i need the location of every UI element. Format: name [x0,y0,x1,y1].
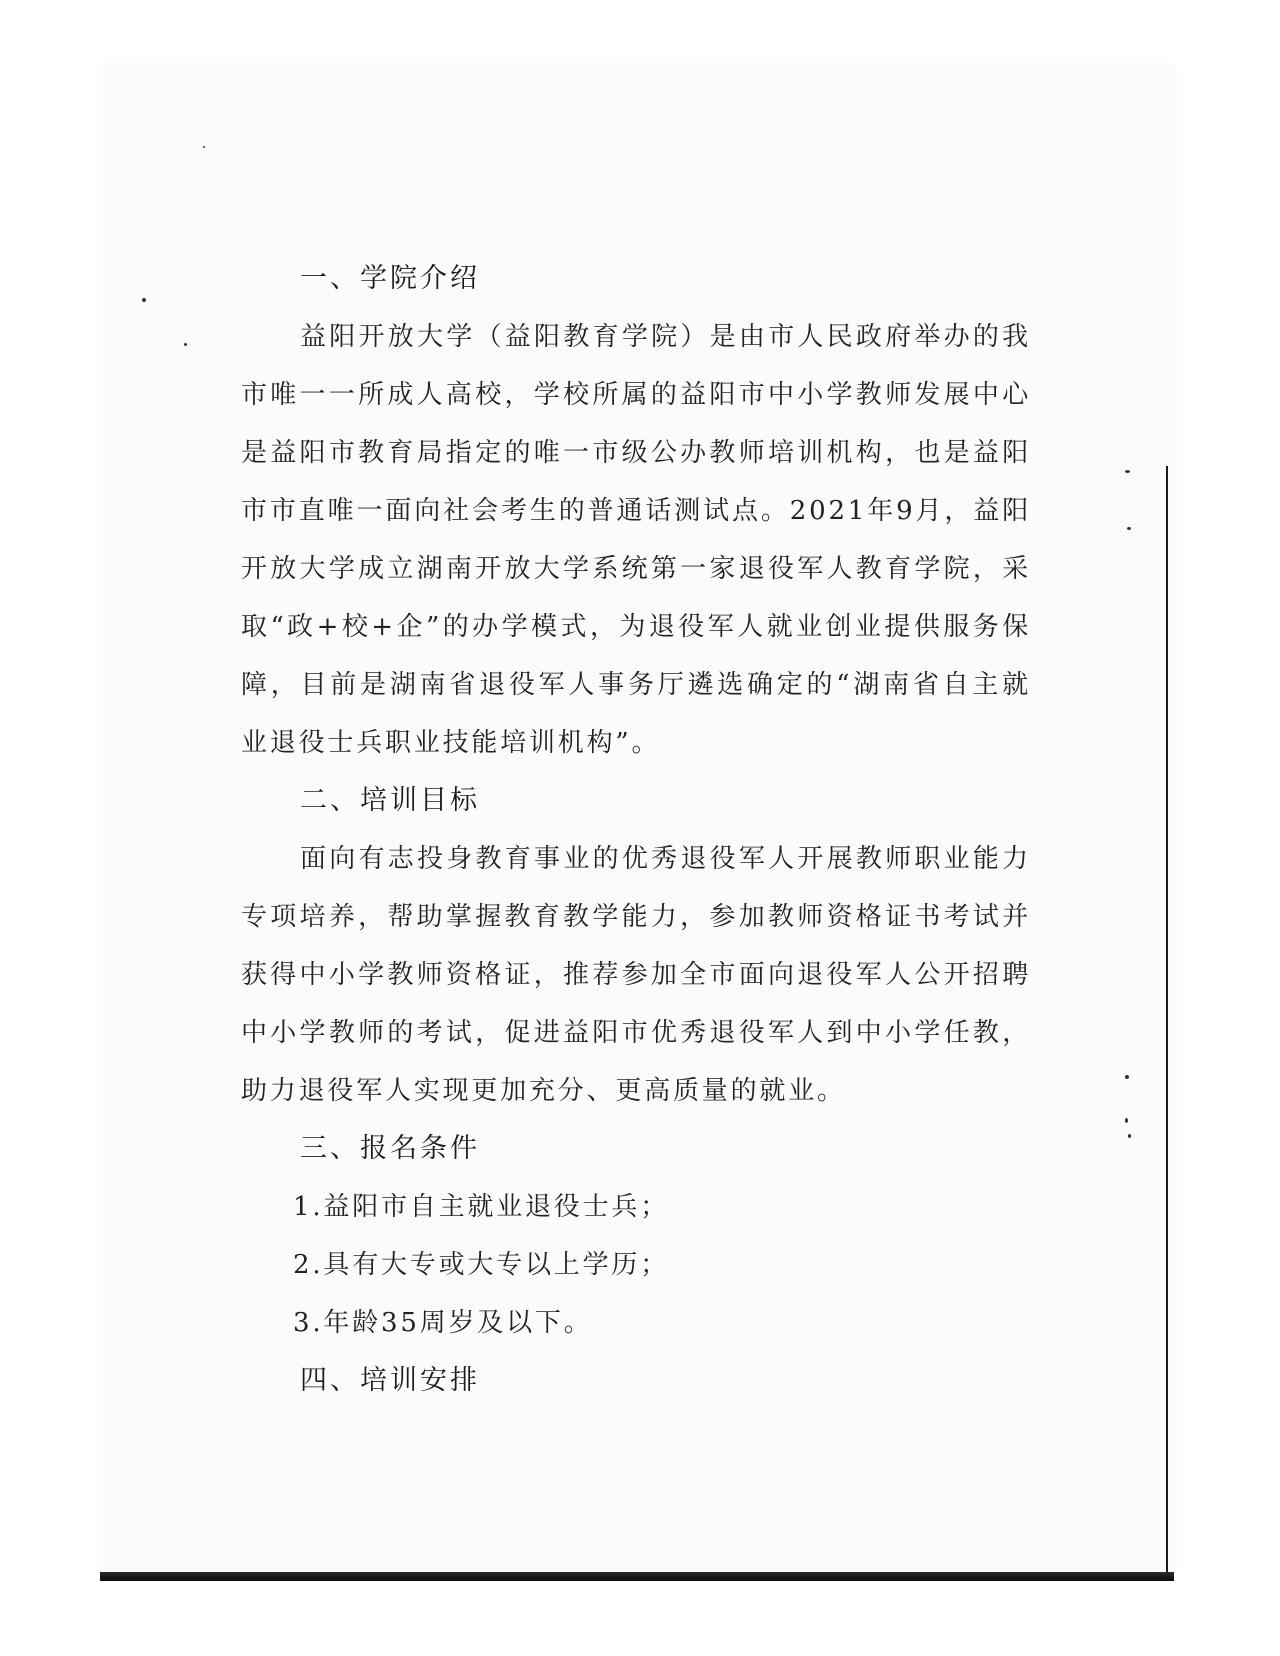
scan-speck [1125,1075,1129,1079]
scan-speck [1127,527,1131,530]
requirement-item-2: 2.具有大专或大专以上学历； [293,1250,670,1280]
scan-speck [184,343,187,346]
section-heading-requirements: 三、报名条件 [300,1133,480,1164]
requirement-item-3: 3.年龄35周岁及以下。 [293,1308,593,1338]
intro-paragraph: 益阳开放大学（益阳教育学院）是由市人民政府举办的我市唯一一所成人高校，学校所属的益阳市中小学教师发展中心是益阳市教育局指定的唯一市级公办教师培训机构，也是益阳市市直唯一面向社会考生的普通话测试点。2021年9月，益阳开放大学成立湖南开放大学系统第一家退役军人教育学院，采取“政+校+企”的办学模式，为退役军人就业创业提供服务保障，目前是湖南省退役军人事务厅遴选确定的“湖南省自主就业退役士兵职业技能培训机构”。 [241,322,1031,758]
scan-speck [203,146,205,148]
section-heading-schedule: 四、培训安排 [300,1365,480,1396]
section-heading-goal: 二、培训目标 [300,785,480,816]
section-heading-intro: 一、学院介绍 [300,263,480,294]
scan-speck [142,298,146,302]
page-edge-shadow-right [1166,466,1168,1574]
scan-speck [1125,470,1130,473]
document-body [241,250,1031,1410]
scan-speck [1128,1134,1131,1138]
requirement-item-1: 1.益阳市自主就业退役士兵； [293,1192,670,1222]
goal-paragraph: 面向有志投身教育事业的优秀退役军人开展教师职业能力专项培养，帮助掌握教育教学能力，参加教师资格证书考试并获得中小学教师资格证，推荐参加全市面向退役军人公开招聘中小学教师的考试，促进益阳市优秀退役军人到中小学任教，助力退役军人实现更加充分、更高质量的就业。 [241,844,1031,1106]
scan-speck [1125,1118,1128,1123]
page-edge-shadow-bottom [100,1572,1174,1581]
